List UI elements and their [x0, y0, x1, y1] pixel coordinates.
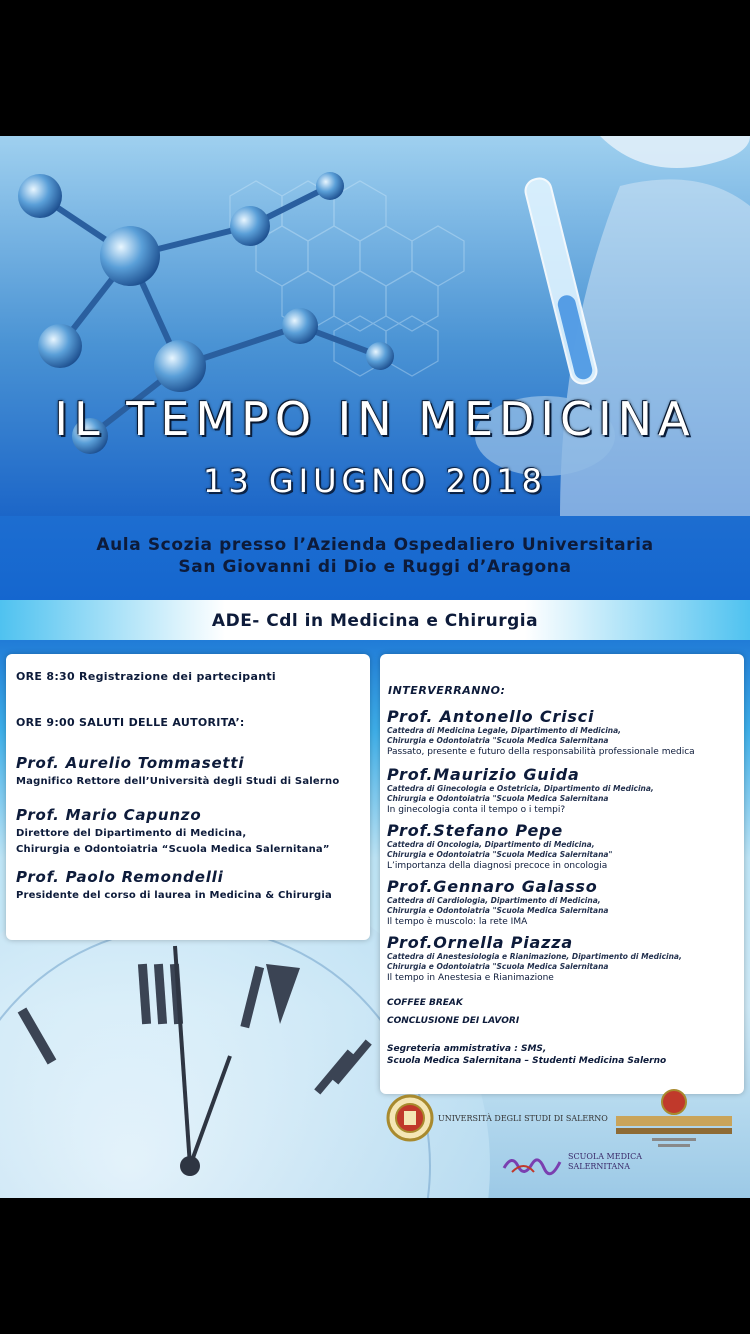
course-band: ADE- Cdl in Medicina e Chirurgia	[0, 600, 750, 640]
authority-role: Chirurgia e Odontoiatria “Scuola Medica Salernitana”	[16, 844, 330, 855]
speaker-affiliation: Chirurgia e Odontoiatria "Scuola Medica Salernitana	[387, 736, 609, 745]
speaker-name: Prof.Gennaro Galasso	[387, 877, 598, 896]
venue-line-2: San Giovanni di Dio e Ruggi d’Aragona	[178, 557, 572, 577]
speaker-name: Prof. Antonello Crisci	[387, 707, 595, 726]
speaker-affiliation: Chirurgia e Odontoiatria "Scuola Medica Salernitana	[387, 794, 609, 803]
speaker-entry	[387, 708, 742, 759]
university-seal-icon	[386, 1094, 434, 1142]
speaker-topic: L’importanza della diagnosi precoce in oncologia	[387, 861, 608, 871]
speaker-topic: Passato, presente e futuro della responsabilità professionale medica	[387, 747, 695, 757]
speaker-name: Prof.Stefano Pepe	[387, 821, 564, 840]
sms-logo-line-2: SALERNITANA	[568, 1162, 631, 1171]
speaker-name: Prof.Ornella Piazza	[387, 933, 573, 952]
speaker-affiliation: Cattedra di Cardiologia, Dipartimento di Medicina,	[387, 896, 601, 905]
authority-role: Presidente del corso di laurea in Medicina & Chirurgia	[16, 890, 332, 901]
sms-logo-line-1: SCUOLA MEDICA	[568, 1152, 643, 1161]
speaker-entry	[387, 766, 742, 817]
registration-time: ORE 8:30 Registrazione dei partecipanti	[16, 670, 276, 683]
welcome-panel	[6, 654, 370, 940]
event-poster	[0, 136, 750, 1198]
speaker-entry	[387, 822, 742, 873]
coffee-break: COFFEE BREAK	[387, 998, 463, 1008]
authority-role: Direttore del Dipartimento di Medicina,	[16, 828, 247, 839]
secretariat-line-2: Scuola Medica Salernitana – Studenti Medicina Salerno	[387, 1056, 667, 1066]
secretariat-line-1: Segreteria ammistrativa : SMS,	[387, 1044, 547, 1054]
speaker-entry	[387, 878, 742, 929]
conclusion: CONCLUSIONE DEI LAVORI	[387, 1016, 520, 1026]
authority-role: Magnifico Rettore dell’Università degli Studi di Salerno	[16, 776, 340, 787]
speaker-affiliation: Chirurgia e Odontoiatria "Scuola Medica Salernitana	[387, 962, 609, 971]
authority-name: Prof. Mario Capunzo	[16, 806, 202, 824]
authority-name: Prof. Paolo Remondelli	[16, 868, 224, 886]
speaker-affiliation: Cattedra di Ginecologia e Ostetricia, Dipartimento di Medicina,	[387, 784, 654, 793]
speaker-affiliation: Cattedra di Oncologia, Dipartimento di Medicina,	[387, 840, 595, 849]
speaker-affiliation: Chirurgia e Odontoiatria "Scuola Medica Salernitana	[387, 906, 609, 915]
venue-line-1: Aula Scozia presso l’Azienda Ospedaliero Universitaria	[96, 535, 654, 555]
hospital-logo-icon	[612, 1086, 736, 1152]
speaker-topic: Il tempo in Anestesia e Rianimazione	[387, 973, 554, 983]
speaker-affiliation: Cattedra di Medicina Legale, Dipartimento di Medicina,	[387, 726, 622, 735]
speaker-affiliation: Cattedra di Anestesiologia e Rianimazione, Dipartimento di Medicina,	[387, 952, 682, 961]
speaker-name: Prof.Maurizio Guida	[387, 765, 580, 784]
speaker-entry	[387, 934, 742, 985]
event-venue	[0, 534, 750, 578]
event-title: IL TEMPO IN MEDICINA	[54, 392, 696, 446]
speakers-panel	[380, 654, 744, 1094]
speaker-affiliation: Chirurgia e Odontoiatria "Scuola Medica Salernitana"	[387, 850, 613, 859]
sms-logo-icon	[502, 1150, 562, 1180]
speaker-topic: Il tempo è muscolo: la rete IMA	[387, 917, 528, 927]
greetings-time: ORE 9:00 SALUTI DELLE AUTORITA’:	[16, 716, 245, 729]
event-date: 13 GIUGNO 2018	[202, 462, 548, 500]
university-name: UNIVERSITÀ DEGLI STUDI DI SALERNO	[438, 1114, 608, 1123]
laboratory-background-art	[0, 136, 750, 516]
authority-name: Prof. Aurelio Tommasetti	[16, 754, 245, 772]
speakers-heading: INTERVERRANNO:	[388, 684, 506, 697]
speaker-topic: In ginecologia conta il tempo o i tempi?	[387, 805, 566, 815]
